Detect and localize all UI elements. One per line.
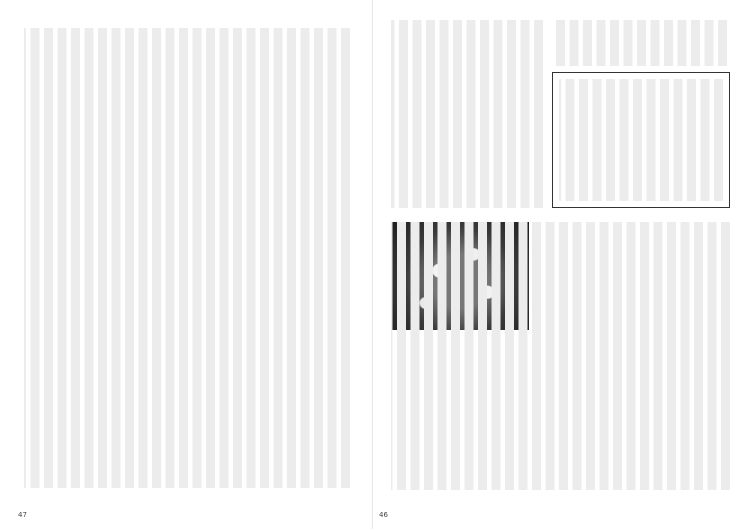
- page-number-right: 46: [379, 511, 388, 519]
- right-page-body-top-left: [391, 20, 543, 208]
- right-page-body-top-right: [556, 20, 727, 66]
- page-number-left: 47: [18, 511, 27, 519]
- recipe-text: [559, 79, 723, 201]
- right-page: [373, 0, 746, 529]
- right-page-body-bottom: [391, 222, 730, 490]
- left-page-body: [24, 28, 350, 488]
- recipe-box: [552, 72, 730, 208]
